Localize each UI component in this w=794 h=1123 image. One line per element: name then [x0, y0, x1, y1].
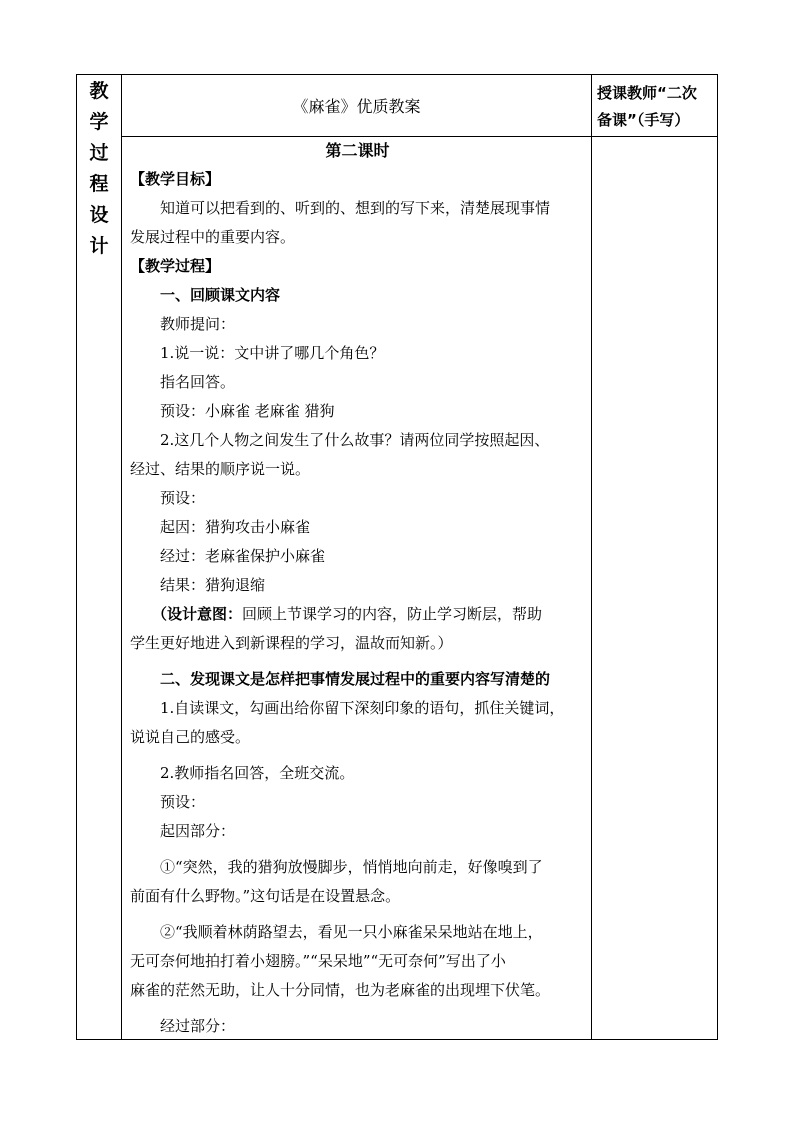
question-2: 2.这几个人物之间发生了什么故事？请两位同学按照起因、: [160, 431, 550, 449]
process-part-heading: 经过部分：: [160, 1017, 236, 1035]
step-2: 2.教师指名回答，全班交流。: [160, 764, 355, 782]
cause-quote-1-cont: 前面有什么野物。”这句话是在设置悬念。: [130, 887, 401, 905]
goal-heading: 【教学目标】: [130, 170, 221, 188]
question-1: 1.说一说：文中讲了哪几个角色？: [160, 344, 385, 362]
answer-named: 指名回答。: [160, 373, 236, 391]
column-divider-right: [591, 74, 592, 1040]
preset-characters: 预设：小麻雀 老麻雀 猎狗: [160, 402, 335, 420]
cause-quote-1: ①“突然，我的猎狗放慢脚步，悄悄地向前走，好像嗅到了: [160, 858, 543, 876]
lesson-content: [130, 136, 585, 1041]
cause-part-heading: 起因部分：: [160, 822, 236, 840]
cause-quote-2-cont-2: 麻雀的茫然无助，让人十分同情，也为老麻雀的出现埋下伏笔。: [130, 981, 551, 999]
teacher-ask: 教师提问：: [160, 315, 236, 333]
cause-quote-2-cont: 无可奈何地拍打着小翅膀。”“呆呆地”“无可奈何”写出了小: [130, 952, 506, 970]
cause-quote-2: ②“我顺着林荫路望去，看见一只小麻雀呆呆地站在地上，: [160, 923, 543, 941]
process-heading: 【教学过程】: [130, 257, 221, 275]
column-divider-left: [121, 74, 122, 1040]
teaching-process-design-label: 教 学 过 程 设 计: [89, 80, 109, 257]
document-title: 《麻雀》优质教案: [292, 96, 421, 116]
preset-label-2: 预设：: [160, 793, 206, 811]
lesson-title: 第二课时: [325, 141, 390, 160]
story-process: 经过：老麻雀保护小麻雀: [160, 547, 326, 565]
step-1-cont: 说说自己的感受。: [130, 728, 251, 746]
story-cause: 起因：猎狗攻击小麻雀: [160, 518, 311, 536]
step-1: 1.自读课文，勾画出给你留下深刻印象的语句，抓住关键词，: [160, 699, 565, 717]
section-2-title: 二、发现课文是怎样把事情发展过程中的重要内容写清楚的: [160, 670, 551, 688]
question-2-cont: 经过、结果的顺序说一说。: [130, 460, 311, 478]
design-intent: （设计意图：回顾上节课学习的内容，防止学习断层，帮助: [152, 605, 543, 623]
goal-text-cont: 发展过程中的重要内容。: [130, 228, 296, 246]
design-intent-cont: 学生更好地进入到新课程的学习，温故而知新。）: [130, 634, 453, 652]
goal-text: 知道可以把看到的、听到的、想到的写下来，清楚展现事情: [160, 199, 551, 217]
section-1-title: 一、回顾课文内容: [160, 286, 281, 304]
preset-label: 预设：: [160, 489, 206, 507]
story-result: 结果：猎狗退缩: [160, 576, 266, 594]
teacher-notes-header: 授课教师“二次 备课”（手写）: [597, 84, 697, 129]
